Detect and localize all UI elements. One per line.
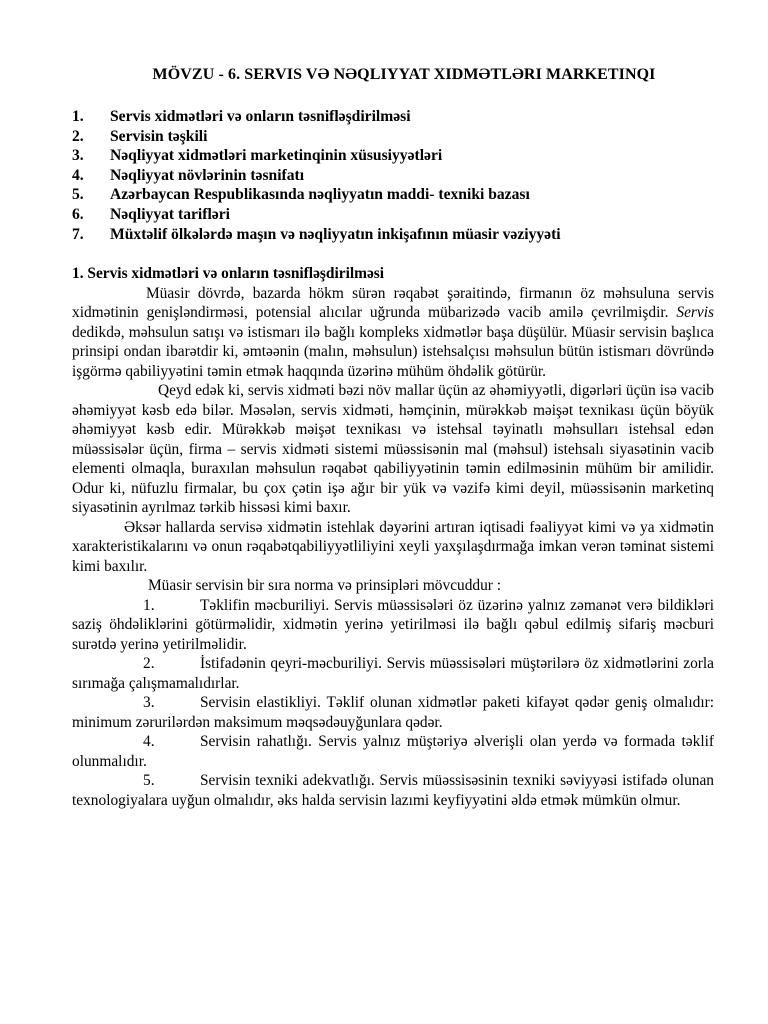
- outline-text: Nəqliyyat tarifləri: [110, 205, 230, 223]
- principle-item: [72, 596, 714, 655]
- principle-text: Servisin texniki adekvatlığı. Servis müəssisəsinin texniki səviyyəsi istifadə olunan texnologiyalara uyğun olmalıdır, əks halda servisin lazımi keyfiyyətini əldə etmək mümkün olmur.: [72, 772, 714, 809]
- paragraph-text: dedikdə, məhsulun satışı və istismarı ilə bağlı kompleks xidmətlər başa düşülür. Müasir servisin başlıca prinsipi ondan ibarətdir ki, əmtəənin (malın, məhsulun) istehsalçısı məhsulun bütün istismarı dövründə işgörmə qabiliyyətini təmin etmək haqqında üzərinə mühüm öhdəlik götürür.: [72, 323, 714, 380]
- outline-text: Nəqliyyat xidmətləri marketinqinin xüsusiyyətləri: [110, 147, 443, 165]
- paragraph: Müasir servisin bir sıra norma və prinsipləri mövcuddur :: [148, 577, 502, 594]
- principle-text: İstifadənin qeyri-məcburiliyi. Servis müəssisələri müştərilərə öz xidmətlərini zorla sırımağa çalışmamalıdırlar.: [72, 655, 714, 692]
- principle-number: 1.: [143, 596, 155, 614]
- principle-text: Təklifin məcburiliyi. Servis müəssisələri öz üzərinə yalnız zəmanət verə bildikləri saziş öhdəliklərini götürməlidir, xidmətin yerinə yetirilməsi ilə bağlı qəbul edilmiş sifariş məcburi surətdə yerinə yetirilməlidir.: [72, 596, 714, 653]
- outline-number: 2.: [72, 127, 84, 145]
- outline-item: [72, 127, 714, 147]
- outline-number: 1.: [72, 108, 84, 125]
- outline-item: [72, 185, 714, 205]
- principle-item: [72, 732, 714, 771]
- principle-text: Servisin elastikliyi. Təklif olunan xidmətlər paketi kifayət qədər geniş olmalıdır: minimum zərurilərdən maksimum məqsədəuyğunlara qədər.: [72, 694, 714, 731]
- outline-item: [72, 166, 714, 186]
- document-body: [72, 264, 714, 810]
- paragraph: [72, 284, 714, 382]
- outline-text: Nəqliyyat növlərinin təsnifatı: [110, 166, 305, 184]
- outline-number: 4.: [72, 166, 84, 184]
- outline-text: Azərbaycan Respublikasında nəqliyyatın maddi- texniki bazası: [110, 186, 530, 204]
- paragraph: Qeyd edək ki, servis xidməti bəzi növ mallar üçün az əhəmiyyətli, digərləri üçün isə vacib əhəmiyyət kəsb edə bilər. Məsələn, servis xidməti, həmçinin, mürəkkəb məişət texnikası üçün böyük əhəmiyyət kəsb edir. Mürəkkəb məişət texnikası və istehsal təyinatlı məhsulları istehsal edən müəssisələr üçün, firma – servis xidməti sistemi müəssisənin mal (məhsul) istehsalı siyasətinin vacib elementi olmaqla, buraxılan məhsulun rəqabət qabiliyyətinin təmin edilməsinin mühüm bir amilidir. Odur ki, nüfuzlu firmalar, bu çox çətin işə ağır bir yük və vəzifə kimi deyil, müəssisənin marketinq siyasətinin ayrılmaz tərkib hissəsi kimi baxır.: [72, 382, 714, 516]
- outline-text: Servis xidmətləri və onların təsnifləşdirilməsi: [110, 108, 411, 125]
- topic-outline: [72, 107, 714, 244]
- principle-item: [72, 771, 714, 810]
- outline-item: [72, 225, 714, 245]
- page-title: MÖVZU - 6. SERVIS VƏ NƏQLIYYAT XIDMƏTLƏRI MARKETINQI: [152, 66, 656, 83]
- paragraph: Əksər hallarda servisə xidmətin istehlak dəyərini artıran iqtisadi fəaliyyət kimi və ya xidmətin xarakteristikalarını və onun rəqabətqabiliyyətliliyini xeyli yaxşılaşdırmağa imkan verən təminat sistemi kimi baxılır.: [72, 518, 714, 575]
- outline-item: [72, 146, 714, 166]
- principle-text: Servisin rahatlığı. Servis yalnız müştəriyə əlverişli olan yerdə və formada təklif olunmalıdır.: [72, 733, 714, 770]
- outline-text: Müxtəlif ölkələrdə maşın və nəqliyyatın inkişafının müasir vəziyyəti: [110, 225, 561, 243]
- principle-number: 5.: [143, 772, 155, 789]
- principle-number: 2.: [143, 655, 155, 672]
- outline-number: 7.: [72, 225, 84, 243]
- outline-text: Servisin təşkili: [110, 127, 208, 145]
- principle-item: [72, 693, 714, 732]
- outline-item: [72, 205, 714, 225]
- outline-number: 3.: [72, 147, 84, 165]
- principle-item: [72, 654, 714, 693]
- outline-number: 6.: [72, 205, 84, 223]
- principle-number: 4.: [143, 733, 155, 750]
- outline-item: [72, 107, 714, 127]
- section-heading: 1. Servis xidmətləri və onların təsnifləşdirilməsi: [72, 265, 385, 282]
- outline-number: 5.: [72, 186, 84, 204]
- emphasized-term: Servis: [676, 304, 714, 321]
- principle-number: 3.: [143, 694, 155, 711]
- paragraph-text: Müasir dövrdə, bazarda hökm sürən rəqabət şəraitində, firmanın öz məhsuluna servis xidmətinin genişləndirməsi, potensial alıcılar uğrunda mübarizədə vacib amilə çevrilmişdir.: [72, 284, 714, 321]
